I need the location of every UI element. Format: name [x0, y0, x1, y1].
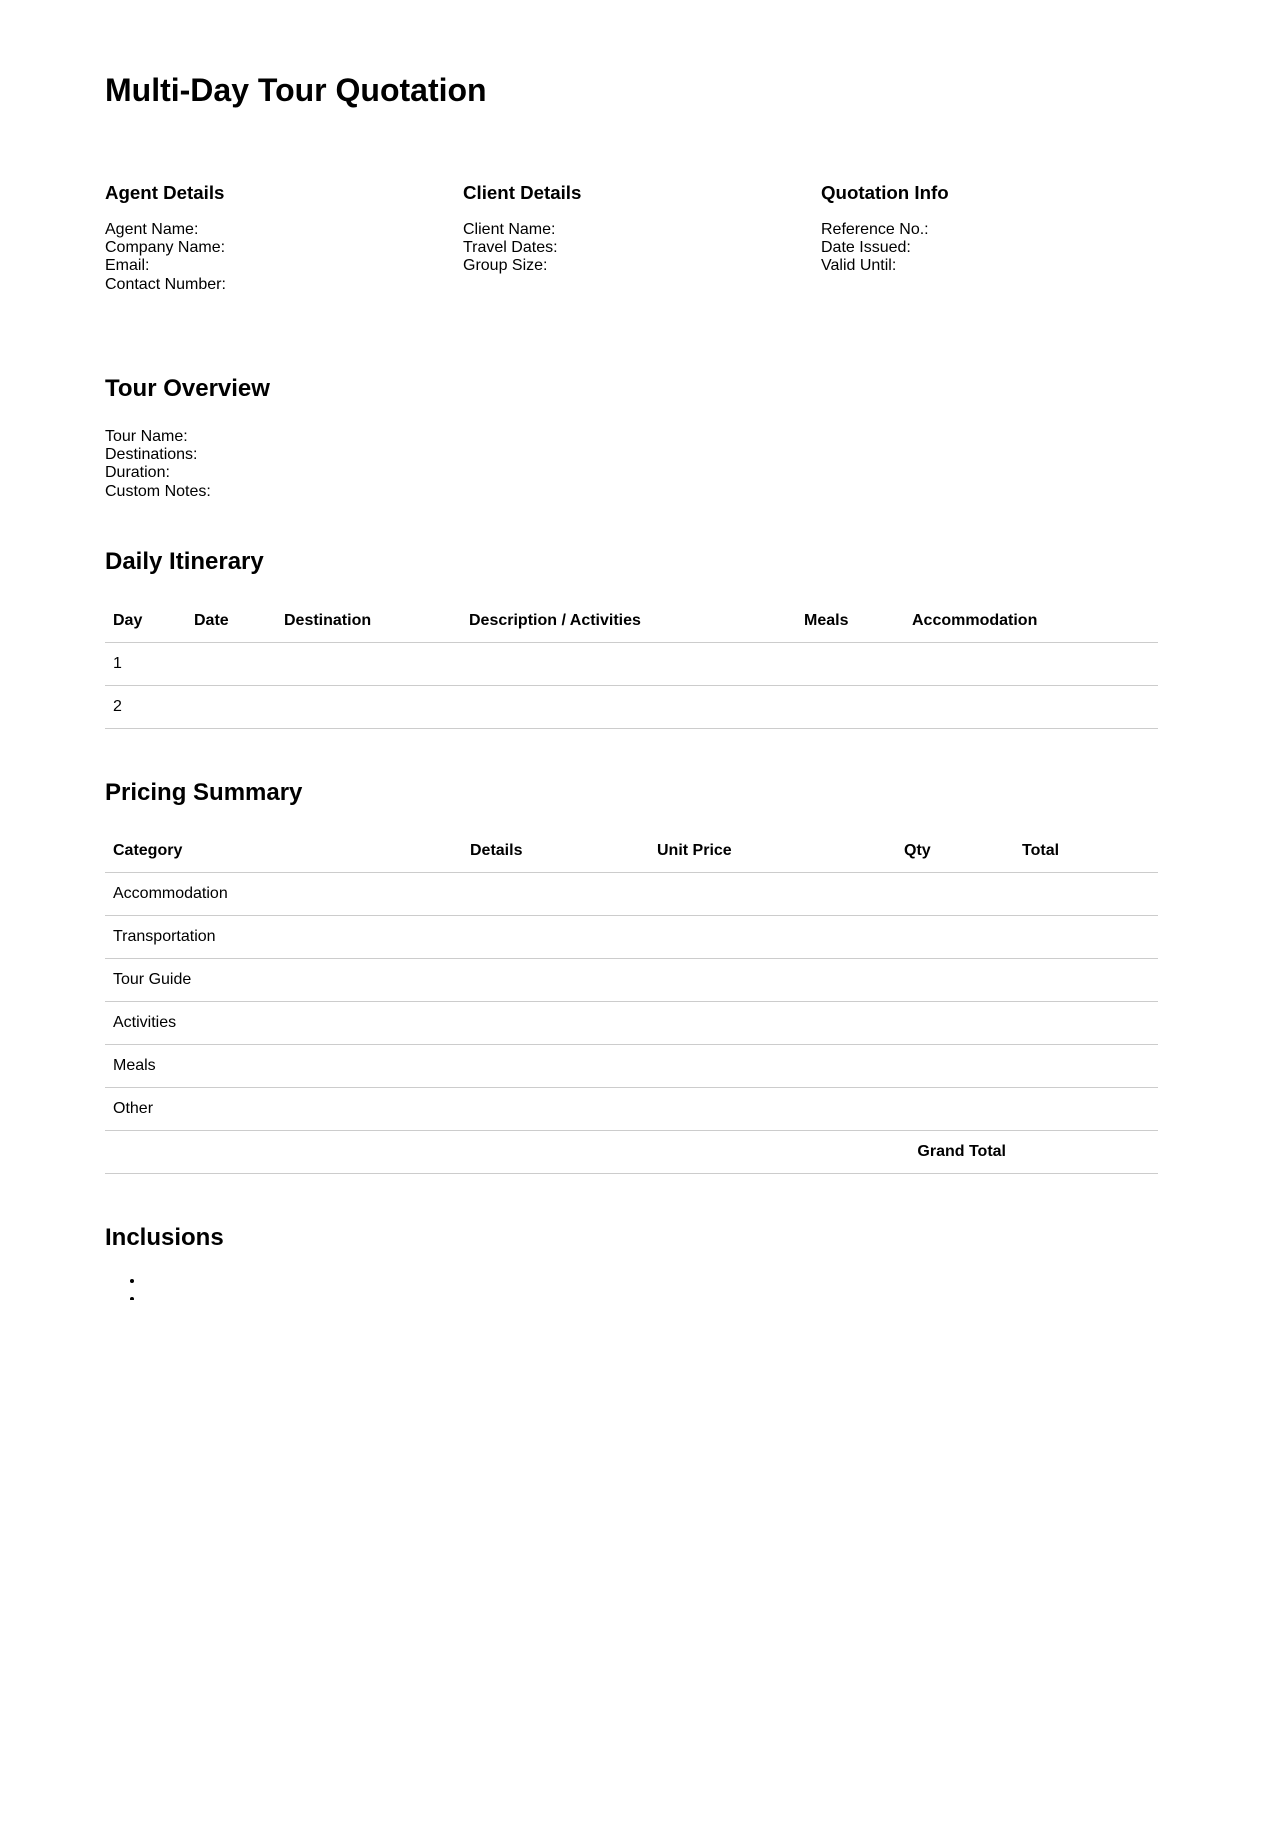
- date-issued-label: Date Issued:: [821, 239, 911, 257]
- pricing-header-row: [105, 830, 1158, 873]
- client-name-label: Client Name:: [463, 221, 556, 238]
- accommodation-cell: [904, 686, 1158, 729]
- client-details-section: [463, 181, 803, 276]
- inclusions-heading: Inclusions: [105, 1224, 224, 1251]
- itinerary-table: [105, 600, 1158, 729]
- destinations-label: Destinations:: [105, 446, 198, 464]
- table-row: [105, 959, 1158, 1002]
- total-cell: [1014, 1002, 1158, 1045]
- column-header-category: Category: [105, 830, 462, 873]
- category-cell: Other: [105, 1088, 462, 1131]
- column-header-details: Details: [462, 830, 649, 873]
- column-header-unit-price: Unit Price: [649, 830, 896, 873]
- meals-cell: [796, 643, 904, 686]
- total-cell: [1014, 916, 1158, 959]
- details-cell: [462, 1088, 649, 1131]
- column-header-date: Date: [186, 600, 276, 643]
- column-header-accommodation: Accommodation: [904, 600, 1158, 643]
- details-cell: [462, 1002, 649, 1045]
- description-cell: [461, 686, 796, 729]
- details-cell: [462, 873, 649, 916]
- pricing-table: [105, 830, 1158, 1174]
- quotation-info-section: [821, 181, 1161, 276]
- agent-name-label: Agent Name:: [105, 221, 199, 238]
- column-header-qty: Qty: [896, 830, 1014, 873]
- travel-dates-label: Travel Dates:: [463, 239, 558, 257]
- total-cell: [1014, 873, 1158, 916]
- details-cell: [462, 1045, 649, 1088]
- grand-total-value: [1014, 1131, 1158, 1174]
- tour-overview-section: [105, 428, 211, 501]
- category-cell: Meals: [105, 1045, 462, 1088]
- day-cell: 1: [105, 643, 186, 686]
- total-cell: [1014, 1045, 1158, 1088]
- contact-number-label: Contact Number:: [105, 275, 226, 293]
- date-cell: [186, 643, 276, 686]
- itinerary-header-row: [105, 600, 1158, 643]
- date-cell: [186, 686, 276, 729]
- unit-price-cell: [649, 1002, 896, 1045]
- table-row: [105, 1002, 1158, 1045]
- qty-cell: [896, 873, 1014, 916]
- pricing-summary-heading: Pricing Summary: [105, 779, 303, 806]
- grand-total-label: Grand Total: [105, 1131, 1014, 1174]
- qty-cell: [896, 1002, 1014, 1045]
- details-cell: [462, 916, 649, 959]
- accommodation-cell: [904, 643, 1158, 686]
- valid-until-label: Valid Until:: [821, 257, 897, 275]
- unit-price-cell: [649, 1045, 896, 1088]
- agent-details-section: [105, 181, 445, 294]
- table-row: [105, 643, 1158, 686]
- inclusions-list: [105, 1272, 145, 1300]
- unit-price-cell: [649, 916, 896, 959]
- destination-cell: [276, 686, 461, 729]
- category-cell: Activities: [105, 1002, 462, 1045]
- qty-cell: [896, 1088, 1014, 1131]
- group-size-label: Group Size:: [463, 257, 548, 275]
- description-cell: [461, 643, 796, 686]
- unit-price-cell: [649, 873, 896, 916]
- destination-cell: [276, 643, 461, 686]
- duration-label: Duration:: [105, 464, 170, 482]
- table-row: [105, 686, 1158, 729]
- table-row: [105, 873, 1158, 916]
- unit-price-cell: [649, 1088, 896, 1131]
- qty-cell: [896, 959, 1014, 1002]
- quotation-info-heading: Quotation Info: [821, 182, 949, 203]
- column-header-total: Total: [1014, 830, 1158, 873]
- email-label: Email:: [105, 257, 150, 275]
- table-row: [105, 1088, 1158, 1131]
- day-cell: 2: [105, 686, 186, 729]
- unit-price-cell: [649, 959, 896, 1002]
- category-cell: Transportation: [105, 916, 462, 959]
- category-cell: Accommodation: [105, 873, 462, 916]
- grand-total-row: [105, 1131, 1158, 1174]
- meals-cell: [796, 686, 904, 729]
- total-cell: [1014, 1088, 1158, 1131]
- tour-overview-heading: Tour Overview: [105, 375, 270, 402]
- table-row: [105, 916, 1158, 959]
- custom-notes-label: Custom Notes:: [105, 482, 211, 500]
- table-row: [105, 1045, 1158, 1088]
- reference-no-label: Reference No.:: [821, 221, 929, 238]
- column-header-day: Day: [105, 600, 186, 643]
- column-header-description: Description / Activities: [461, 600, 796, 643]
- total-cell: [1014, 959, 1158, 1002]
- company-name-label: Company Name:: [105, 239, 226, 257]
- column-header-meals: Meals: [796, 600, 904, 643]
- qty-cell: [896, 916, 1014, 959]
- client-details-heading: Client Details: [463, 182, 582, 203]
- daily-itinerary-heading: Daily Itinerary: [105, 548, 264, 575]
- tour-name-label: Tour Name:: [105, 428, 188, 445]
- agent-details-heading: Agent Details: [105, 182, 225, 203]
- qty-cell: [896, 1045, 1014, 1088]
- details-cell: [462, 959, 649, 1002]
- category-cell: Tour Guide: [105, 959, 462, 1002]
- page-title: Multi-Day Tour Quotation: [105, 72, 487, 108]
- column-header-destination: Destination: [276, 600, 461, 643]
